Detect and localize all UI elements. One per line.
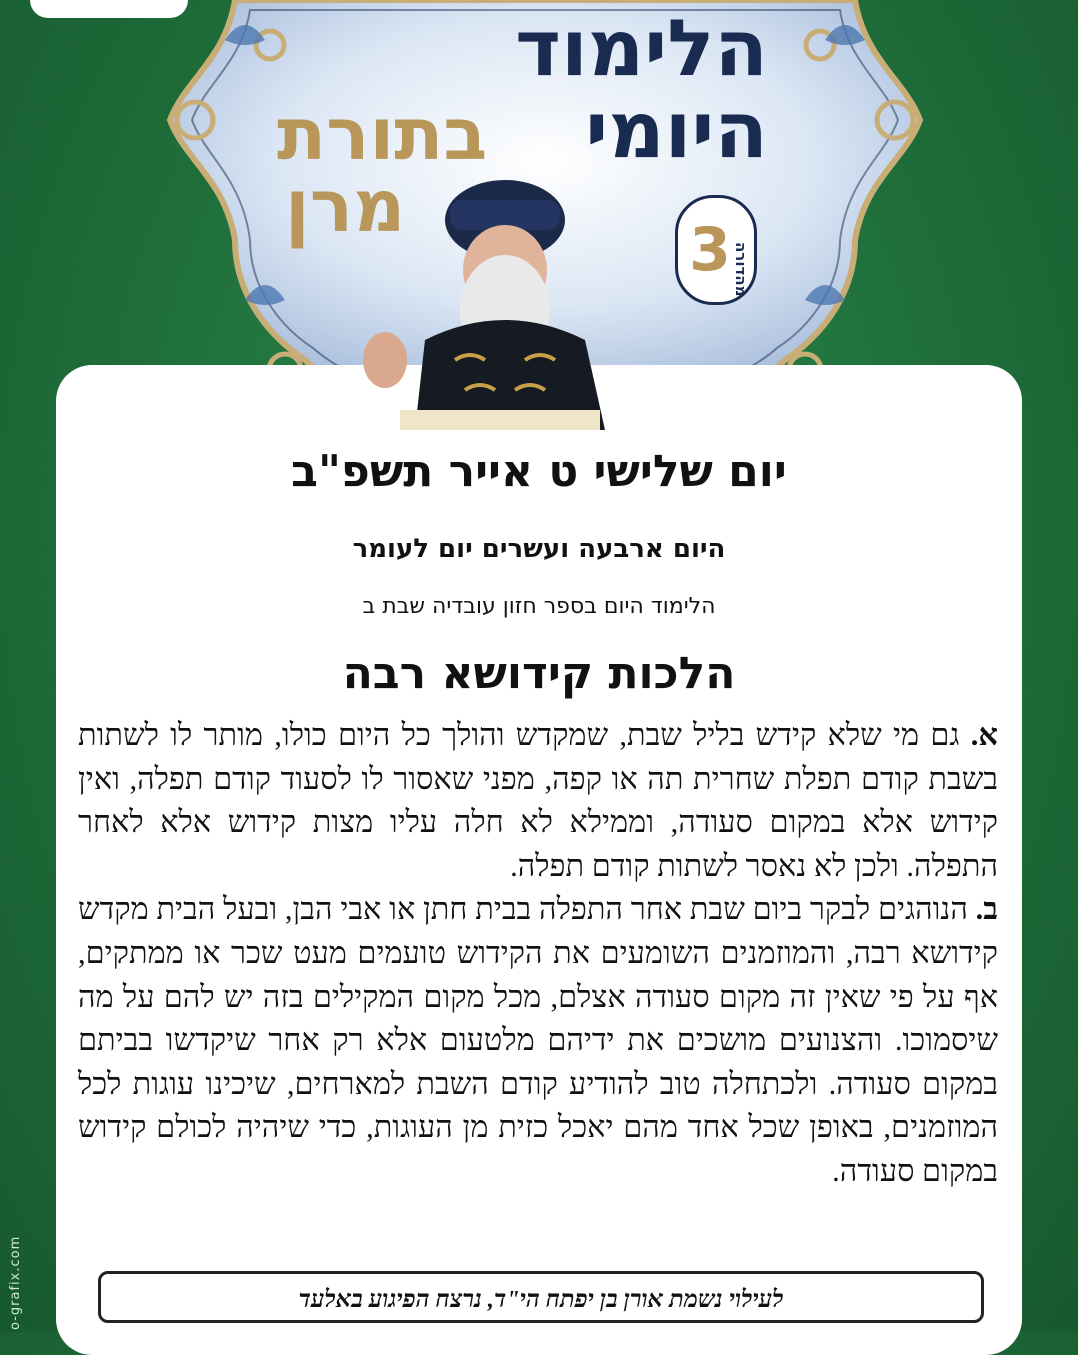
title-line-4: מרן [285, 164, 406, 248]
title-line-3: בתורת [277, 92, 488, 176]
paragraph-2 [78, 888, 998, 1193]
paragraph-1-text: גם מי שלא קידש בליל שבת, שמקדש והולך כל היום כולו, מותר לו לשתות בשבת קודם תפלת שחרית תה או קפה, מפני שאסור לו לסעוד קודם תפלה, ואין קידוש אלא במקום סעודה, וממילא לא חלה עליו מצות קידוש אלא לאחר התפלה. ולכן לא נאסר לשתות קודם תפלה. [78, 718, 998, 883]
edition-label: מהדורה [732, 241, 750, 296]
edition-number: 3 [689, 215, 731, 285]
paragraph-2-letter: ב. [975, 892, 998, 927]
omer-count: היום ארבעה ועשרים יום לעומר [352, 534, 726, 564]
paragraph-1-letter: א. [970, 718, 998, 752]
study-source: הלימוד היום בספר חזון עובדיה שבת ב [362, 594, 716, 619]
edition-badge [675, 195, 757, 305]
rabbi-portrait [355, 160, 625, 430]
title-line-1: הלימוד [515, 4, 768, 94]
credit-text: o-grafix.com [8, 1235, 23, 1330]
section-heading: הלכות קידושא רבה [342, 648, 736, 699]
dedication-box: לעילוי נשמת אורן בן יפתח הי"ד, נרצח הפיגוע באלעד [98, 1271, 984, 1323]
title-line-2: היומי [585, 86, 768, 176]
halacha-body [78, 714, 998, 1194]
paragraph-1 [78, 714, 998, 888]
hebrew-date: יום שלישי ט אייר תשפ"ב [291, 446, 787, 497]
paragraph-2-text: הנוהגים לבקר ביום שבת אחר התפלה בבית חתן או אבי הבן, ובעל הבית מקדש קידושא רבה, והמוזמנים השומעים את הקידוש טועמים מעט שכר או ממתקים, אף על פי שאין זה מקום סעודה אצלם, מכל מקום המקילים בזה יש להם על מה שיסמוכו. והצנועים מושכים את ידיהם מלטעום אלא רק אחר שיקדשו בביתם במקום סעודה. ולכתחלה טוב להודיע קודם השבת למארחים, שיכינו עוגות לכל המוזמנים, באופן שכל אחד מהם יאכל כזית מן העוגות, כדי שיהיה לכולם קידוש במקום סעודה. [78, 892, 998, 1188]
